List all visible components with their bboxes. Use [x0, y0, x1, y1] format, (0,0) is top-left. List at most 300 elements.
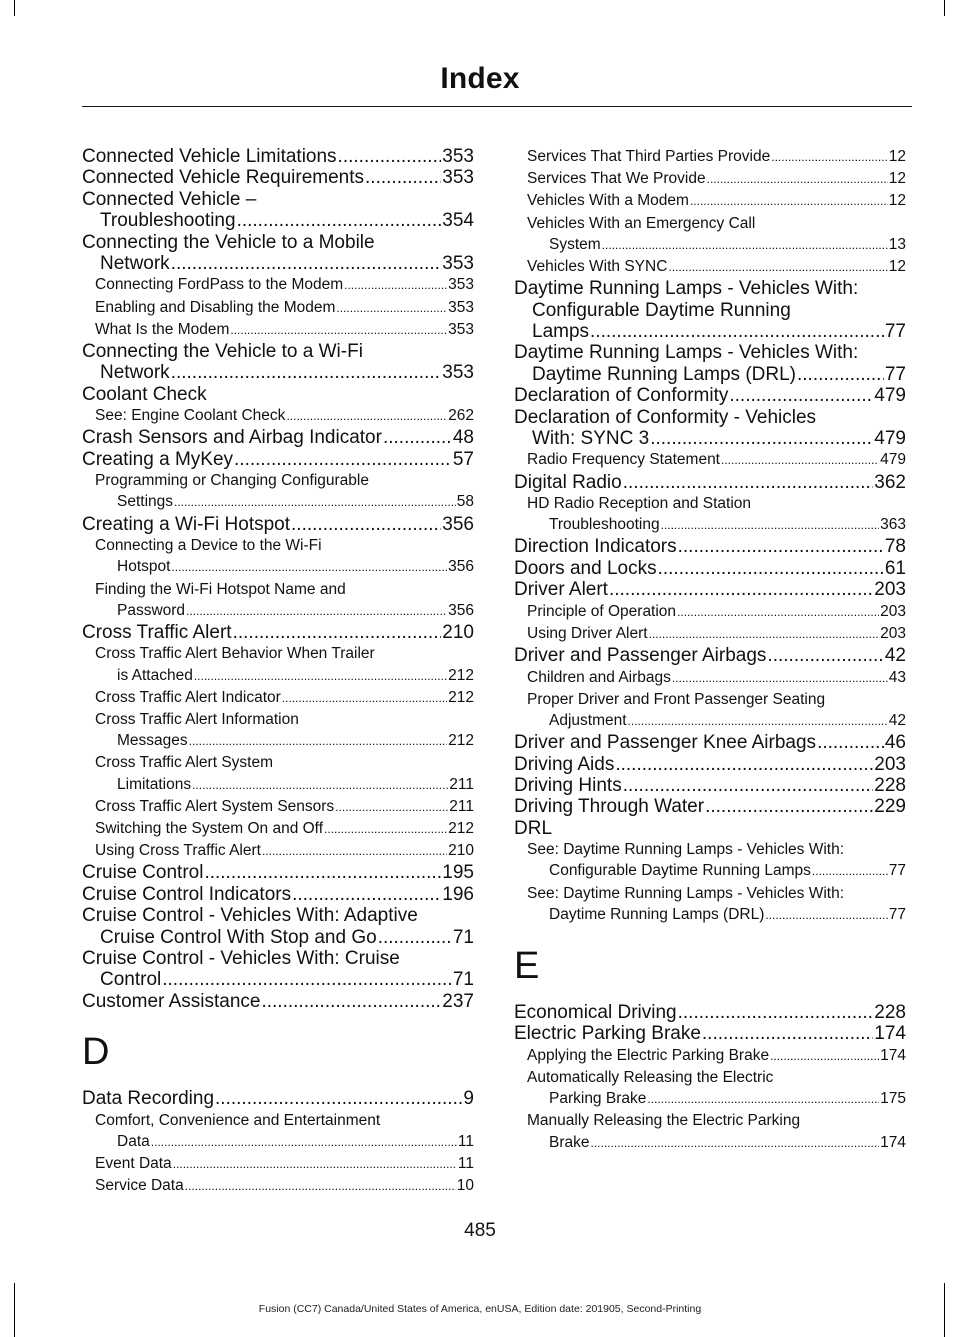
entry-text: Driver Alert — [514, 579, 608, 601]
index-entry — [514, 775, 906, 796]
entry-page-number: 71 — [452, 969, 474, 991]
dot-leader — [672, 667, 888, 689]
entry-line — [527, 146, 906, 168]
entry-line — [95, 1153, 474, 1175]
dot-leader — [192, 774, 448, 796]
entry-page-number: 12 — [888, 148, 906, 165]
index-entry — [514, 472, 906, 493]
entry-page-number: 48 — [452, 427, 474, 449]
entry-text: Services That We Provide — [527, 170, 706, 188]
entry-page-number: 57 — [452, 448, 474, 470]
index-entry — [82, 232, 474, 275]
entry-text: Data Recording — [82, 1088, 215, 1110]
dot-leader — [702, 1023, 873, 1044]
entry-text: Using Cross Traffic Alert — [95, 842, 261, 860]
entry-text: Connecting FordPass to the Modem — [95, 276, 344, 294]
entry-page-number: 479 — [880, 451, 906, 469]
entry-line — [514, 1002, 906, 1023]
dot-leader — [705, 796, 873, 817]
entry-page-number: 356 — [442, 513, 474, 535]
entry-page-number: 174 — [880, 1046, 906, 1064]
dot-leader — [678, 536, 884, 557]
entry-line — [527, 710, 906, 732]
entry-text: Declaration of Conformity — [514, 385, 729, 407]
entry-line — [514, 385, 906, 406]
entry-text: DRL — [514, 817, 553, 839]
entry-text: Password — [117, 601, 186, 619]
entry-page-number: 363 — [880, 516, 906, 534]
entry-text: Limitations — [117, 775, 192, 793]
header-rule — [82, 106, 912, 107]
index-entry — [82, 884, 474, 905]
entry-text: Event Data — [95, 1155, 172, 1172]
dot-leader — [729, 385, 873, 406]
index-entry — [514, 407, 906, 450]
index-subentry — [82, 470, 474, 513]
entry-text: Crash Sensors and Airbag Indicator — [82, 427, 382, 449]
entry-line — [527, 1132, 906, 1154]
entry-line — [514, 321, 906, 342]
page-title: Index — [440, 62, 520, 95]
index-entry — [82, 146, 474, 167]
entry-text: Cruise Control With Stop and Go — [100, 926, 377, 948]
entry-line — [95, 774, 474, 796]
dot-leader — [185, 1175, 456, 1197]
entry-text: Cross Traffic Alert — [82, 621, 232, 643]
dot-leader — [647, 1088, 879, 1110]
entry-text: Enabling and Disabling the Modem — [95, 298, 336, 316]
entry-text-line: Connecting a Device to the Wi-Fi — [95, 537, 322, 555]
entry-text-line: Cross Traffic Alert System — [95, 754, 274, 772]
index-entry — [82, 189, 474, 232]
entry-line — [95, 840, 474, 862]
index-entry — [82, 948, 474, 991]
entry-text: Connected Vehicle Requirements — [82, 167, 365, 189]
dot-leader — [171, 556, 447, 578]
entry-text: Driving Through Water — [514, 796, 705, 818]
dot-leader — [628, 710, 888, 732]
entry-line — [82, 514, 474, 535]
entry-page-number: 203 — [874, 579, 906, 601]
entry-line — [95, 818, 474, 840]
entry-text: Daytime Running Lamps (DRL) — [532, 363, 796, 385]
entry-line — [82, 927, 474, 948]
entry-line — [82, 622, 474, 643]
entry-line — [82, 210, 474, 231]
index-entry — [82, 384, 474, 405]
entry-page-number: 58 — [456, 493, 474, 511]
entry-line — [514, 732, 906, 753]
dot-leader — [194, 665, 447, 687]
entry-line — [514, 579, 906, 600]
entry-page-number: 228 — [874, 774, 906, 796]
index-entry — [514, 579, 906, 600]
index-subentry — [82, 1175, 474, 1197]
entry-page-number: 210 — [442, 621, 474, 643]
index-column-left — [82, 146, 474, 1197]
entry-text: Radio Frequency Statement — [527, 451, 720, 469]
entry-page-number: 12 — [888, 170, 906, 188]
index-subentry — [514, 1045, 906, 1067]
entry-text-line: Comfort, Convenience and Entertainment — [95, 1111, 381, 1129]
entry-line — [527, 667, 906, 689]
entry-text-line: Cross Traffic Alert Information — [95, 710, 299, 728]
entry-text: With: SYNC 3 — [532, 428, 650, 450]
entry-text-line: See: Daytime Running Lamps - Vehicles With: — [527, 841, 845, 859]
entry-line — [514, 775, 906, 796]
dot-leader — [292, 884, 441, 905]
entry-page-number: 61 — [884, 557, 906, 579]
entry-page-number: 479 — [874, 428, 906, 450]
entry-text: Driver and Passenger Airbags — [514, 645, 767, 667]
index-entry — [82, 991, 474, 1012]
entry-line — [527, 168, 906, 190]
entry-page-number: 353 — [448, 320, 474, 338]
entry-text-line: Cruise Control - Vehicles With: Adaptive — [82, 905, 418, 927]
dot-leader — [365, 167, 441, 188]
dot-leader — [344, 274, 447, 296]
entry-page-number: 353 — [448, 276, 474, 294]
entry-page-number: 77 — [888, 862, 906, 880]
entry-page-number: 354 — [442, 210, 474, 232]
index-subentry — [514, 883, 906, 926]
entry-line — [95, 665, 474, 687]
dot-leader — [615, 754, 873, 775]
entry-text: Adjustment — [549, 711, 627, 729]
index-subentry — [514, 689, 906, 732]
dot-leader — [262, 840, 447, 862]
entry-line — [514, 428, 906, 449]
dot-leader — [174, 491, 456, 513]
dot-leader — [237, 210, 442, 231]
entry-text: Direction Indicators — [514, 536, 677, 558]
entry-page-number: 356 — [448, 558, 474, 576]
entry-page-number: 210 — [448, 842, 474, 860]
dot-leader — [767, 645, 883, 666]
index-subentry — [82, 1153, 474, 1175]
index-entry — [514, 342, 906, 385]
entry-line — [527, 601, 906, 623]
entry-page-number: 13 — [888, 235, 906, 253]
entry-line — [514, 1023, 906, 1044]
entry-page-number: 211 — [449, 775, 474, 793]
entry-page-number: 9 — [463, 1088, 474, 1110]
entry-text-line: HD Radio Reception and Station — [527, 495, 752, 513]
entry-text: Principle of Operation — [527, 602, 677, 620]
entry-page-number: 353 — [442, 253, 474, 275]
entry-text-line: Proper Driver and Front Passenger Seating — [527, 690, 826, 708]
index-subentry — [514, 1110, 906, 1153]
entry-text-line: Configurable Daytime Running — [532, 299, 791, 321]
entry-line — [527, 449, 906, 471]
index-entry — [514, 796, 906, 817]
index-entry — [514, 1002, 906, 1023]
entry-line — [95, 274, 474, 296]
entry-line — [527, 1088, 906, 1110]
dot-leader — [204, 862, 441, 883]
index-subentry — [514, 839, 906, 882]
entry-text: Cross Traffic Alert Indicator — [95, 688, 281, 706]
entry-text: What Is the Modem — [95, 320, 230, 338]
entry-line — [82, 884, 474, 905]
crop-mark-top-right — [944, 0, 945, 16]
index-subentry — [514, 213, 906, 256]
dot-leader — [678, 1002, 874, 1023]
entry-text: Messages — [117, 732, 188, 750]
entry-text-line: Connected Vehicle – — [82, 188, 257, 210]
index-subentry — [82, 297, 474, 319]
index-subentry — [514, 449, 906, 471]
entry-page-number: 211 — [449, 797, 474, 815]
entry-page-number: 46 — [884, 732, 906, 754]
entry-page-number: 12 — [888, 192, 906, 210]
index-entry — [514, 1023, 906, 1044]
index-entry — [514, 818, 906, 839]
entry-line — [82, 253, 474, 274]
dot-leader — [324, 818, 447, 840]
entry-line — [82, 1088, 474, 1109]
entry-page-number: 43 — [888, 668, 906, 686]
entry-line — [95, 687, 474, 709]
index-entry — [514, 385, 906, 406]
entry-text: Driving Aids — [514, 753, 615, 775]
dot-leader — [286, 405, 447, 427]
dot-leader — [623, 472, 874, 493]
index-entry — [514, 278, 906, 342]
entry-text: Configurable Daytime Running Lamps — [549, 862, 811, 880]
entry-line — [514, 364, 906, 385]
index-subentry — [514, 256, 906, 278]
entry-text: Data — [117, 1132, 150, 1150]
index-entry — [82, 1088, 474, 1109]
entry-line — [514, 754, 906, 775]
entry-text: Cruise Control — [82, 862, 204, 884]
dot-leader — [797, 364, 884, 385]
entry-line — [95, 1131, 474, 1153]
index-entry — [82, 622, 474, 643]
entry-page-number: 203 — [874, 753, 906, 775]
entry-text-line: Manually Releasing the Electric Parking — [527, 1112, 801, 1130]
dot-leader — [817, 732, 884, 753]
entry-line — [95, 796, 474, 818]
entry-line — [527, 190, 906, 212]
entry-text: Network — [100, 362, 170, 384]
index-subentry — [82, 1110, 474, 1153]
entry-line — [514, 558, 906, 579]
entry-text: Network — [100, 253, 170, 275]
dot-leader — [189, 730, 447, 752]
index-subentry — [82, 796, 474, 818]
index-column-right — [514, 146, 906, 1154]
entry-text: Creating a Wi-Fi Hotspot — [82, 513, 291, 535]
entry-text-line: Finding the Wi-Fi Hotspot Name and — [95, 580, 346, 598]
entry-line — [82, 427, 474, 448]
entry-page-number: 353 — [442, 167, 474, 189]
index-entry — [514, 732, 906, 753]
dot-leader — [771, 146, 888, 168]
entry-line — [95, 556, 474, 578]
dot-leader — [677, 601, 879, 623]
footer-edition: Fusion (CC7) Canada/United States of America, enUSA, Edition date: 201905, Second-Printing — [258, 1303, 702, 1315]
entry-line — [514, 796, 906, 817]
entry-page-number: 262 — [448, 407, 474, 425]
entry-page-number: 71 — [452, 926, 474, 948]
dot-leader — [661, 514, 880, 536]
dot-leader — [282, 687, 447, 709]
dot-leader — [770, 1045, 879, 1067]
entry-page-number: 353 — [442, 362, 474, 384]
entry-line — [527, 256, 906, 278]
entry-page-number: 237 — [442, 990, 474, 1012]
dot-leader — [233, 622, 442, 643]
dot-leader — [338, 146, 442, 167]
entry-line — [527, 623, 906, 645]
index-subentry — [82, 274, 474, 296]
entry-text: Parking Brake — [549, 1090, 647, 1108]
entry-text: Driving Hints — [514, 774, 622, 796]
entry-line — [95, 405, 474, 427]
entry-page-number: 77 — [888, 905, 906, 923]
dot-leader — [261, 991, 441, 1012]
entry-text-line: Programming or Changing Configurable — [95, 472, 369, 490]
entry-page-number: 195 — [442, 862, 474, 884]
entry-text-line: See: Daytime Running Lamps - Vehicles With: — [527, 884, 845, 902]
entry-line — [527, 234, 906, 256]
index-subentry — [514, 601, 906, 623]
entry-line — [95, 600, 474, 622]
entry-page-number: 362 — [874, 471, 906, 493]
entry-text: Economical Driving — [514, 1001, 677, 1023]
index-entry — [514, 645, 906, 666]
entry-page-number: 10 — [456, 1177, 474, 1195]
entry-text: Services That Third Parties Provide — [527, 148, 771, 165]
entry-text: Coolant Check — [82, 383, 207, 405]
index-entry — [82, 905, 474, 948]
entry-text: System — [549, 235, 601, 253]
index-subentry — [82, 319, 474, 341]
entry-text-line: Vehicles With an Emergency Call — [527, 214, 756, 232]
entry-line — [514, 818, 906, 839]
dot-leader — [336, 297, 447, 319]
entry-page-number: 479 — [874, 385, 906, 407]
entry-line — [95, 297, 474, 319]
entry-text: Vehicles With SYNC — [527, 258, 668, 276]
entry-line — [527, 514, 906, 536]
entry-text: Digital Radio — [514, 471, 622, 493]
index-subentry — [514, 168, 906, 190]
dot-leader — [765, 904, 887, 926]
dot-leader — [234, 449, 452, 470]
entry-page-number: 175 — [880, 1090, 906, 1108]
index-subentry — [514, 623, 906, 645]
entry-page-number: 203 — [880, 624, 906, 642]
entry-line — [95, 319, 474, 341]
entry-text-line: Daytime Running Lamps - Vehicles With: — [514, 278, 859, 300]
entry-page-number: 196 — [442, 883, 474, 905]
dot-leader — [186, 600, 447, 622]
entry-text: Children and Airbags — [527, 668, 671, 686]
entry-page-number: 174 — [880, 1133, 906, 1151]
entry-text: Hotspot — [117, 558, 171, 576]
entry-line — [527, 1045, 906, 1067]
entry-text: Control — [100, 969, 162, 991]
dot-leader — [230, 319, 447, 341]
entry-line — [82, 362, 474, 383]
entry-text-line: Cruise Control - Vehicles With: Cruise — [82, 947, 400, 969]
entry-text-line: Connecting the Vehicle to a Mobile — [82, 231, 375, 253]
dot-leader — [658, 558, 884, 579]
entry-text-line: Daytime Running Lamps - Vehicles With: — [514, 342, 859, 364]
entry-page-number: 11 — [457, 1132, 474, 1150]
entry-line — [514, 472, 906, 493]
entry-line — [82, 991, 474, 1012]
dot-leader — [609, 579, 873, 600]
entry-text: Doors and Locks — [514, 557, 657, 579]
entry-text: is Attached — [117, 666, 193, 684]
index-subentry — [514, 667, 906, 689]
entry-text: Using Driver Alert — [527, 624, 648, 642]
dot-leader — [383, 427, 452, 448]
entry-text-line: Cross Traffic Alert Behavior When Trailer — [95, 645, 375, 663]
entry-page-number: 229 — [874, 796, 906, 818]
entry-page-number: 356 — [448, 601, 474, 619]
entry-page-number: 353 — [442, 146, 474, 167]
dot-leader — [173, 1153, 457, 1175]
entry-text: Settings — [117, 493, 174, 511]
dot-leader — [335, 796, 448, 818]
dot-leader — [171, 253, 442, 274]
index-entry — [82, 514, 474, 535]
index-subentry — [82, 818, 474, 840]
dot-leader — [378, 927, 452, 948]
entry-page-number: 42 — [884, 645, 906, 667]
index-subentry — [82, 643, 474, 686]
entry-page-number: 77 — [884, 363, 906, 385]
entry-line — [527, 860, 906, 882]
entry-text-line: Connecting the Vehicle to a Wi-Fi — [82, 341, 363, 363]
dot-leader — [650, 428, 873, 449]
entry-page-number: 12 — [888, 258, 906, 276]
entry-line — [82, 862, 474, 883]
dot-leader — [707, 168, 888, 190]
index-subentry — [514, 146, 906, 168]
entry-text-line: Automatically Releasing the Electric — [527, 1068, 774, 1086]
index-subentry — [514, 1067, 906, 1110]
entry-text: Electric Parking Brake — [514, 1023, 701, 1045]
entry-text: Switching the System On and Off — [95, 819, 324, 837]
index-subentry — [82, 840, 474, 862]
entry-text: Applying the Electric Parking Brake — [527, 1046, 770, 1064]
dot-leader — [812, 860, 888, 882]
entry-text: Customer Assistance — [82, 990, 261, 1012]
entry-page-number: 212 — [448, 688, 474, 706]
entry-line — [95, 1175, 474, 1197]
entry-text: Driver and Passenger Knee Airbags — [514, 732, 817, 754]
entry-page-number: 228 — [874, 1001, 906, 1023]
dot-leader — [151, 1131, 457, 1153]
index-subentry — [82, 579, 474, 622]
entry-text: Service Data — [95, 1177, 184, 1195]
entry-line — [514, 645, 906, 666]
entry-text: Daytime Running Lamps (DRL) — [549, 905, 765, 923]
entry-line — [82, 146, 474, 167]
crop-mark-top-left — [14, 0, 15, 16]
entry-text-line: Declaration of Conformity - Vehicles — [514, 406, 817, 428]
dot-leader — [668, 256, 887, 278]
dot-leader — [602, 234, 888, 256]
index-subentry — [82, 687, 474, 709]
index-entry — [82, 167, 474, 188]
